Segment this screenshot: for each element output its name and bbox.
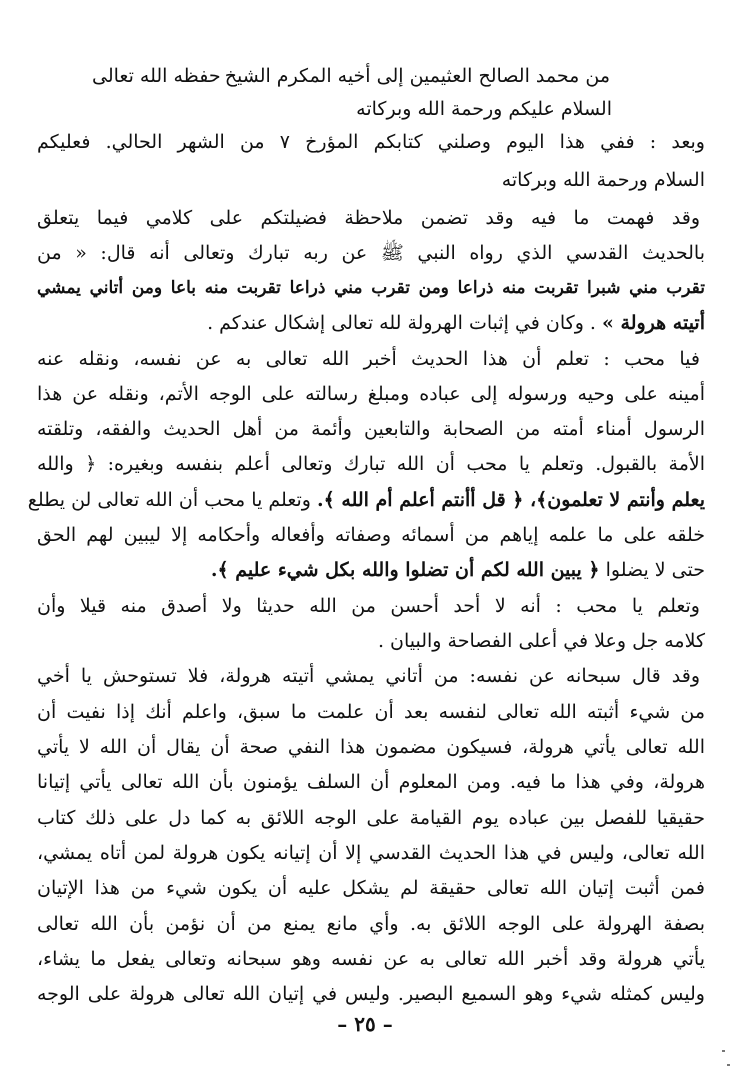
body-line: وقد قال سبحانه عن نفسه: من أتاني يمشي أتيته هرولة، فلا تستوحش يا أخي	[37, 665, 700, 687]
body-line: هرولة، وفي هذا ما فيه. ومن المعلوم أن السلف يؤمنون بأن الله تعالى يأتي إتيانا	[37, 771, 705, 793]
body-line: فمن أثبت إتيان الله تعالى حقيقة لم يشكل عليه أن يكون شيء من هذا الإتيان	[37, 877, 705, 899]
body-line: الرسول أمناء أمته من الصحابة والتابعين وأئمة من أهل الحديث والفقه، وتلقته	[37, 418, 705, 440]
body-line: من شيء أثبته الله تعالى لنفسه بعد أن علمت ما سبق، واعلم أنك إذا نفيت أن	[37, 701, 705, 723]
sentence-text: . وكان في إثبات الهرولة لله تعالى إشكال عندكم .	[207, 312, 596, 334]
body-line: الله تعالى، وليس في هذا الحديث القدسي إلا أن إتيانه يكون هرولة لمن أتاه يمشي،	[37, 842, 705, 864]
greeting-line: السلام عليكم ورحمة الله وبركاته	[356, 98, 612, 120]
body-line	[185, 558, 705, 582]
body-line: حقيقيا للفصل بين عباده يوم القيامة على الوجه اللائق به كما دل على ذلك كتاب	[37, 807, 705, 829]
honorific-text: حفظه الله تعالى	[92, 65, 221, 87]
quran-verse: ﴿ يبين الله لكم أن تضلوا والله بكل شيء عليم ﴾.	[210, 559, 600, 581]
body-line: وقد فهمت ما فيه وقد تضمن ملاحظة فضيلتكم على كلامي فيما يتعلق	[37, 207, 700, 229]
body-line-bold: تقرب مني شبرا تقربت منه ذراعا ومن تقرب مني ذراعا تقربت منه باعا ومن أتاني يمشي	[37, 278, 705, 298]
body-line	[207, 311, 705, 335]
scan-speck	[722, 1050, 725, 1052]
body-line: وتعلم يا محب : أنه لا أحد أحسن من الله حديثا ولا أصدق منه قيلا وأن	[37, 595, 700, 617]
body-line: الله تعالى يأتي هرولة، فسيكون مضمون هذا النفي صحة أن يقال أن الله لا يأتي	[37, 736, 705, 758]
body-line: بالحديث القدسي الذي رواه النبي ﷺ عن ربه تبارك وتعالى أنه قال: « من	[37, 242, 705, 264]
hadith-end: أتيته هرولة »	[602, 312, 705, 334]
sentence-text: وتعلم يا محب أن الله تعالى لن يطلع	[27, 489, 311, 511]
body-line	[27, 488, 705, 512]
body-line: كلامه جل وعلا في أعلى الفصاحة والبيان .	[377, 630, 705, 652]
body-line: يأتي هرولة وقد أخبر الله تعالى به عن نفسه وهو سبحانه وتعالى يفعل ما يشاء،	[37, 948, 705, 970]
body-line: الأمة بالقبول. وتعلم يا محب أن الله تبارك وتعالى أعلم بنفسه وبغيره: ﴿ والله	[37, 453, 705, 475]
body-line: فيا محب : تعلم أن هذا الحديث أخبر الله تعالى به عن نفسه، ونقله عنه	[37, 348, 700, 370]
scan-speck	[727, 1064, 730, 1066]
body-line: وبعد : ففي هذا اليوم وصلني كتابكم المؤرخ ٧ من الشهر الحالي. فعليكم	[37, 131, 705, 153]
sentence-text: حتى لا يضلوا	[605, 559, 705, 581]
body-line: وليس كمثله شيء وهو السميع البصير. وليس في إتيان الله تعالى هرولة على الوجه	[37, 983, 705, 1005]
body-line: بصفة الهرولة على الوجه اللائق به. وأي مانع يمنع من أن نؤمن بأن الله تعالى	[37, 913, 705, 935]
body-line: خلقه على ما علمه إياهم من أسمائه وصفاته وأفعاله وأحكامه إلا ليبين لهم الحق	[37, 524, 705, 546]
page-number: – ٢٥ –	[337, 1012, 393, 1036]
body-line: السلام ورحمة الله وبركاته	[501, 169, 705, 191]
addressee-line: من محمد الصالح العثيمين إلى أخيه المكرم الشيخ	[224, 65, 610, 87]
quran-verse: يعلم وأنتم لا تعلمون﴾، ﴿ قل أأنتم أعلم أم الله ﴾.	[317, 489, 705, 511]
body-line: أمينه على وحيه ورسوله إلى عباده ومبلغ رسالته على الوجه الأتم، ونقله عن هذا	[37, 383, 705, 405]
